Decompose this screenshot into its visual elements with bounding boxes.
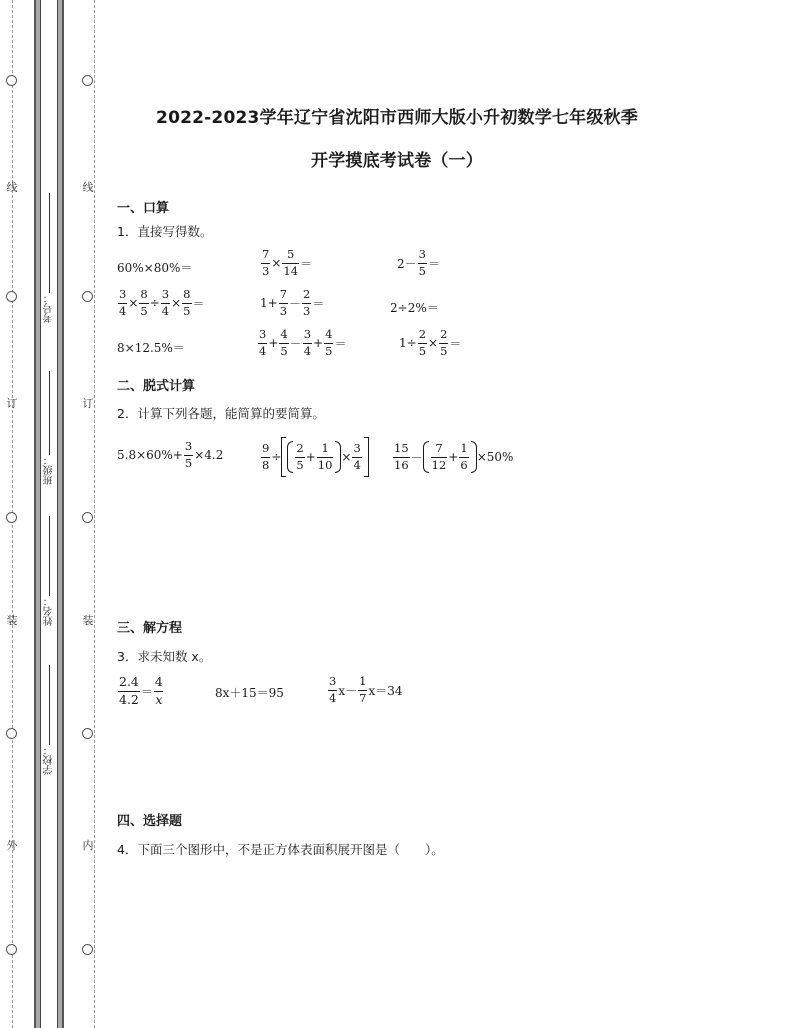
exam-title-line1: 2022-2023学年辽宁省沈阳市西师大版小升初数学七年级秋季: [156, 108, 638, 128]
inner-char: 订: [82, 397, 94, 410]
section-calc: 二、脱式计算: [117, 379, 196, 394]
section-oral: 一、口算: [117, 201, 170, 216]
binding-hole: [82, 291, 93, 302]
binding-hole: [6, 944, 17, 955]
binding-hole: [6, 512, 17, 523]
exam-number-label: 考号：: [43, 293, 55, 323]
binding-hole: [6, 75, 17, 86]
binding-hole: [82, 75, 93, 86]
outer-char: 线: [6, 181, 18, 194]
inner-char: 线: [82, 181, 94, 194]
inner-cut-line: [94, 0, 95, 1028]
oral-r2c3: 2÷2%＝: [390, 301, 439, 315]
class-label: 班级：: [43, 455, 55, 485]
class-field[interactable]: [40, 368, 58, 485]
oral-r1c2: $\frac{7}{3}$ × $\frac{5}{14}$ ＝: [262, 247, 313, 278]
calc-expr-2: $\frac{9}{8}$ ÷ $\frac{2}{5}$ + $\frac{1}{10}$ × $\frac{3}{4}$: [260, 437, 369, 477]
calc-expr-1: 5.8×60%+ $\frac{3}{5}$ ×4.2: [117, 439, 224, 470]
binding-hole: [82, 512, 93, 523]
question-4: 4．下面三个图形中，不是正方体表面积展开图是（ ）。: [117, 842, 444, 857]
binding-hole: [82, 728, 93, 739]
name-field[interactable]: [40, 513, 58, 626]
equation-3: $\frac{3}{4}$ x－ $\frac{1}{7}$ x＝34: [329, 674, 403, 705]
binding-hole: [6, 291, 17, 302]
outer-char: 外: [6, 839, 18, 852]
exam-number-field[interactable]: [40, 190, 58, 323]
oral-r2c2: 1+ $\frac{7}{3}$ － $\frac{2}{3}$ ＝: [260, 287, 325, 318]
calc-expr-3: $\frac{15}{16}$ － $\frac{7}{12}$ + $\frac{1}{6}$ ×50%: [394, 441, 514, 472]
binding-hole: [6, 728, 17, 739]
binding-margin: [0, 0, 100, 1028]
section-choice: 四、选择题: [117, 814, 183, 829]
oral-r1c1: 60%×80%＝: [117, 261, 193, 275]
equation-2: 8x＋15＝95: [215, 686, 284, 700]
oral-r2c1: $\frac{3}{4}$ × $\frac{8}{5}$ ÷ $\frac{3}{4}$ × $\frac{8}{5}$ ＝: [119, 287, 205, 318]
school-label: 学校：: [43, 745, 55, 775]
exam-title-line2: 开学摸底考试卷（一）: [311, 151, 483, 171]
school-field[interactable]: [40, 662, 58, 775]
question-2: 2．计算下列各题，能简算的要简算。: [117, 406, 325, 421]
oral-r3c2: $\frac{3}{4}$ + $\frac{4}{5}$ － $\frac{3}{4}$ + $\frac{4}{5}$ ＝: [259, 327, 347, 358]
name-label: 姓名：: [43, 596, 55, 626]
inner-char: 装: [82, 614, 94, 627]
oral-r3c3: 1÷ $\frac{2}{5}$ × $\frac{2}{5}$ ＝: [399, 327, 462, 358]
equation-1: $\frac{2.4}{4.2}$ ＝ $\frac{4}{x}$: [119, 674, 163, 707]
binding-hole: [82, 944, 93, 955]
outer-char: 订: [6, 397, 18, 410]
question-1: 1．直接写得数。: [117, 224, 213, 239]
question-3: 3．求未知数 x。: [117, 649, 212, 664]
outer-char: 装: [6, 614, 18, 627]
inner-char: 内: [82, 839, 94, 852]
oral-r1c3: 2－ $\frac{3}{5}$ ＝: [397, 247, 440, 278]
oral-r3c1: 8×12.5%＝: [117, 341, 185, 355]
section-equations: 三、解方程: [117, 621, 183, 636]
